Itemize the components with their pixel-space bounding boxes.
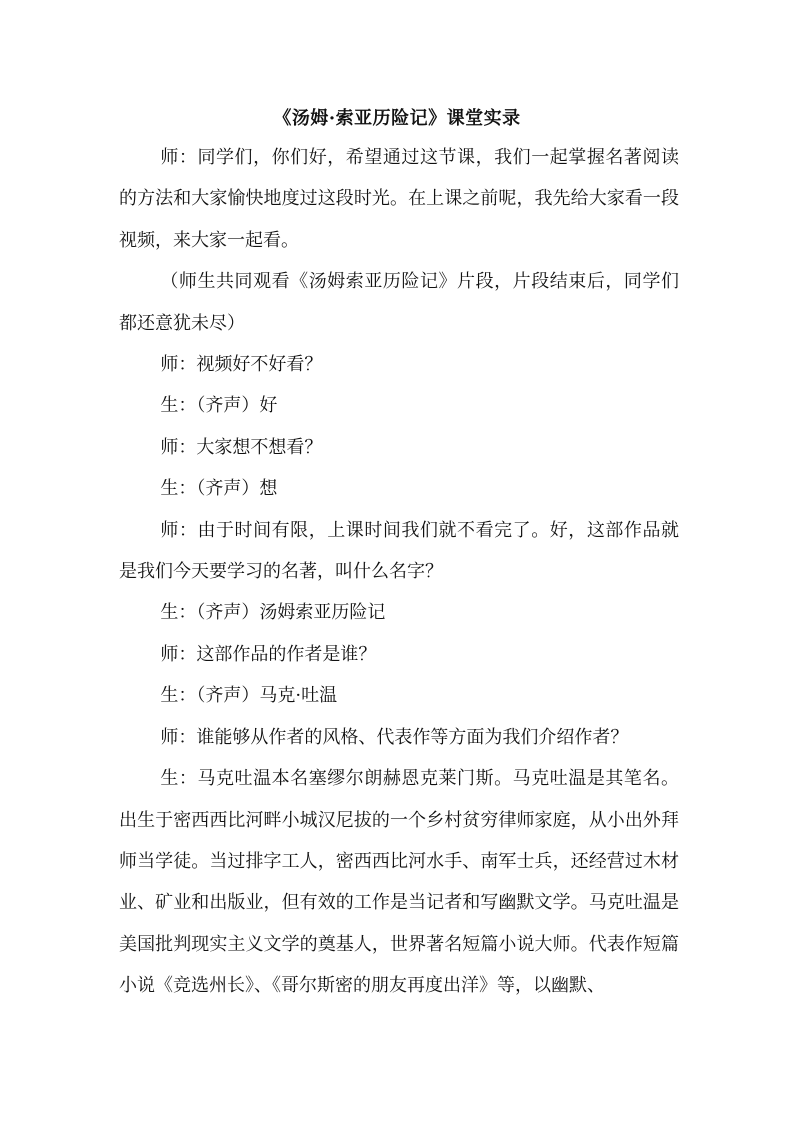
- paragraph: 师：同学们，你们好，希望通过这节课，我们一起掌握名著阅读的方法和大家愉快地度过这段时光。在上课之前呢，我先给大家看一段视频，来大家一起看。: [119, 147, 679, 251]
- paragraph: 师：视频好不好看？: [160, 354, 323, 376]
- document-title: 《汤姆·索亚历险记》课堂实录: [273, 108, 521, 129]
- document-body: [119, 137, 679, 1007]
- paragraph: 师：谁能够从作者的风格、代表作等方面为我们介绍作者？: [160, 726, 629, 748]
- paragraph: 生：（齐声）马克·吐温: [160, 685, 338, 707]
- paragraph: 生：（齐声）想: [160, 478, 278, 500]
- paragraph: 师：大家想不想看？: [160, 436, 323, 458]
- paragraph: 生：（齐声）汤姆索亚历险记: [160, 602, 386, 624]
- paragraph: 生：（齐声）好: [160, 395, 278, 417]
- paragraph: 生：马克吐温本名塞缪尔朗赫恩克莱门斯。马克吐温是其笔名。出生于密西西比河畔小城汉尼拔的一个乡村贫穷律师家庭，从小出外拜师当学徒。当过排字工人，密西西比河水手、南军士兵，还经营过木材业、矿业和出版业，但有效的工作是当记者和写幽默文学。马克吐温是美国批判现实主义文学的奠基人，世界著名短篇小说大师。代表作短篇小说《竞选州长》、《哥尔斯密的朋友再度出洋》等，以幽默、: [119, 768, 679, 997]
- paragraph: （师生共同观看《汤姆索亚历险记》片段，片段结束后，同学们都还意犹未尽）: [119, 271, 679, 334]
- paragraph: 师：这部作品的作者是谁？: [160, 643, 377, 665]
- paragraph: 师：由于时间有限，上课时间我们就不看完了。好，这部作品就是我们今天要学习的名著，叫什么名字？: [119, 519, 679, 583]
